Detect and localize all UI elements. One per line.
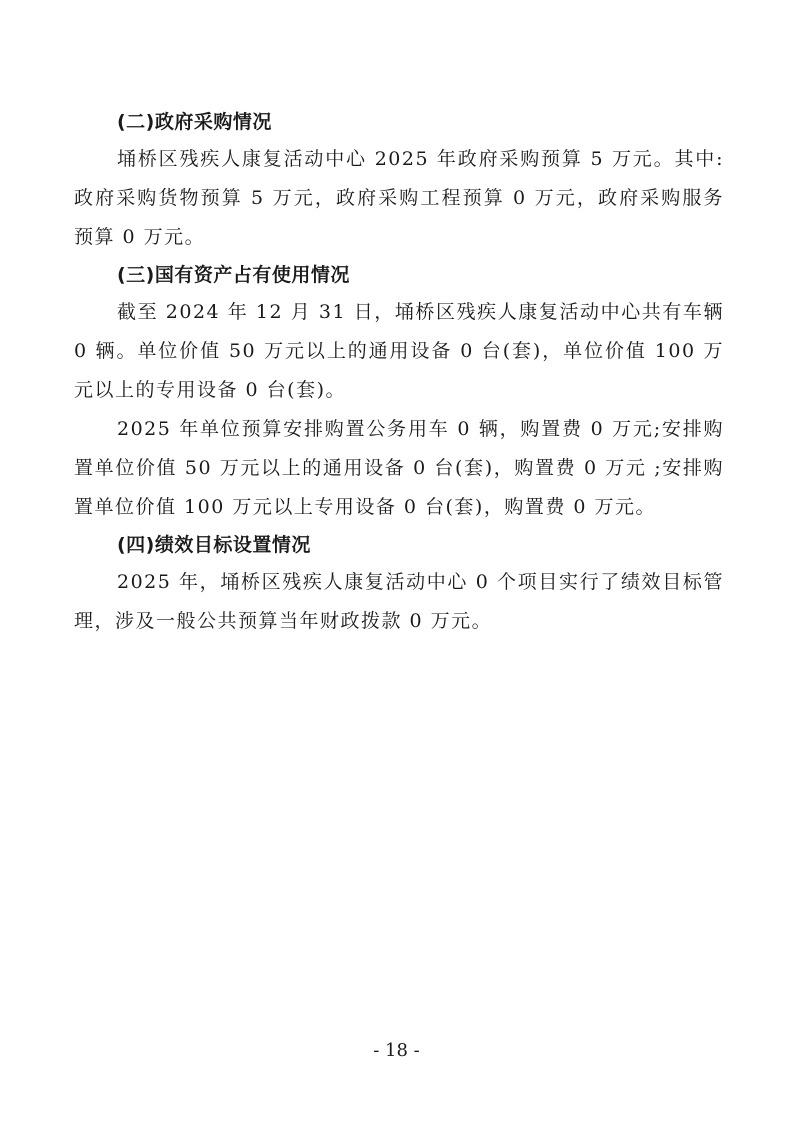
paragraph-assets-budget: 2025 年单位预算安排购置公务用车 0 辆，购置费 0 万元;安排购置单位价值 50 万元以上的通用设备 0 台(套)，购置费 0 万元 ;安排购置单位价值 100 万元以上专用设备 0 台(套)，购置费 0 万元。 <box>74 418 724 518</box>
paragraph-assets-vehicles: 截至 2024 年 12 月 31 日，埇桥区残疾人康复活动中心共有车辆 0 辆。单位价值 50 万元以上的通用设备 0 台(套)，单位价值 100 万元以上的专用设备 0 台(套)。 <box>74 301 724 401</box>
paragraph-performance: 2025 年，埇桥区残疾人康复活动中心 0 个项目实行了绩效目标管理，涉及一般公共预算当年财政拨款 0 万元。 <box>74 571 724 632</box>
page-number: - 18 - <box>373 1040 420 1061</box>
paragraph-procurement: 埇桥区残疾人康复活动中心 2025 年政府采购预算 5 万元。其中:政府采购货物预算 5 万元，政府采购工程预算 0 万元，政府采购服务预算 0 万元。 <box>74 148 724 248</box>
document-body <box>74 104 724 641</box>
section-heading-assets: (三)国有资产占有使用情况 <box>117 264 350 286</box>
section-heading-performance: (四)绩效目标设置情况 <box>117 534 311 556</box>
section-heading-procurement: (二)政府采购情况 <box>117 111 272 133</box>
